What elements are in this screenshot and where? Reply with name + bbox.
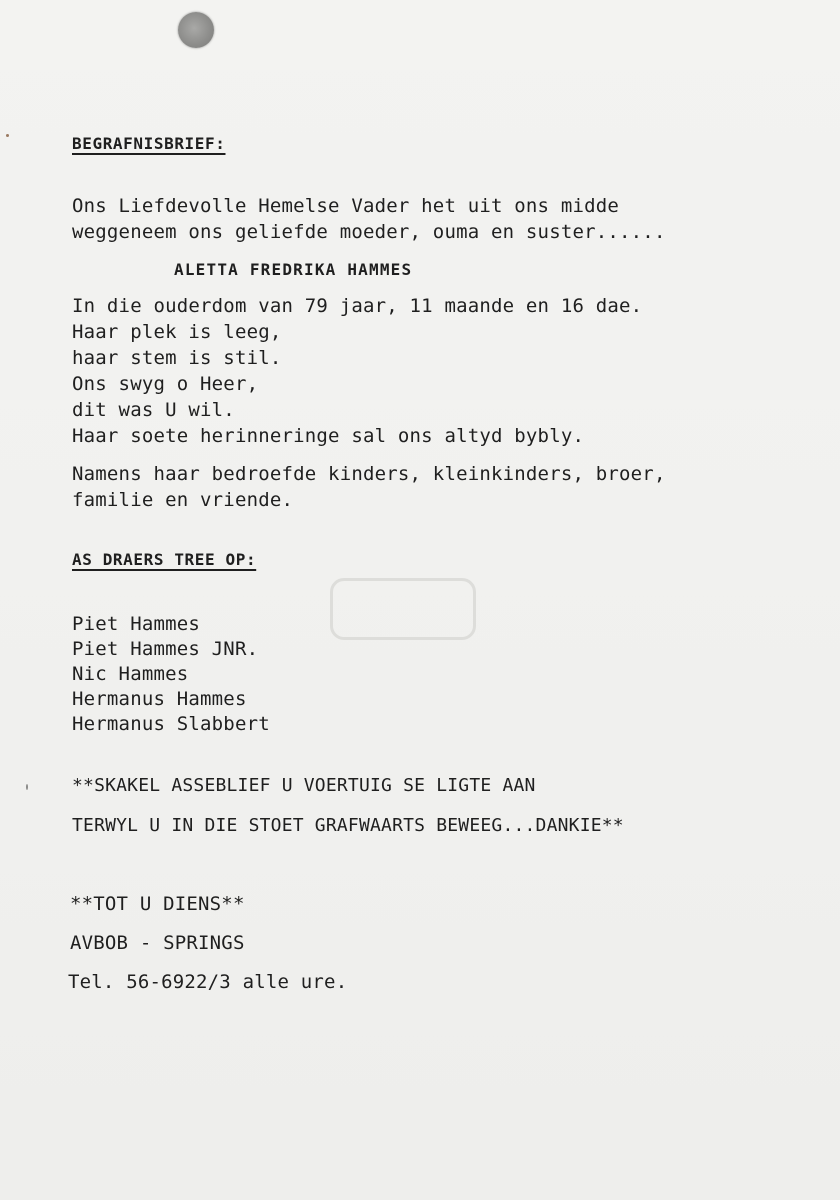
notice-line-2: TERWYL U IN DIE STOET GRAFWAARTS BEWEEG...DANKIE** bbox=[72, 815, 624, 836]
pallbearers-heading: AS DRAERS TREE OP: bbox=[72, 550, 257, 569]
notice-line-1: **SKAKEL ASSEBLIEF U VOERTUIG SE LIGTE AAN bbox=[72, 775, 536, 796]
poem-line-3: Ons swyg o Heer, bbox=[72, 373, 259, 395]
pallbearer-name: Hermanus Hammes bbox=[72, 688, 247, 710]
deceased-name: ALETTA FREDRIKA HAMMES bbox=[174, 260, 413, 279]
poem-line-2: haar stem is stil. bbox=[72, 347, 282, 369]
on-behalf-line-2: familie en vriende. bbox=[72, 489, 294, 511]
on-behalf-line-1: Namens haar bedroefde kinders, kleinkinders, broer, bbox=[72, 463, 666, 485]
paper-speck bbox=[26, 784, 28, 790]
pallbearer-name: Hermanus Slabbert bbox=[72, 713, 270, 735]
pallbearer-name: Piet Hammes bbox=[72, 613, 201, 635]
paper-speck bbox=[6, 134, 9, 137]
pallbearer-name: Nic Hammes bbox=[72, 663, 189, 685]
punch-hole bbox=[178, 12, 214, 48]
intro-line-2: weggeneem ons geliefde moeder, ouma en suster...... bbox=[72, 221, 666, 243]
contact-phone: Tel. 56-6922/3 alle ure. bbox=[68, 971, 348, 993]
show-through-stamp bbox=[330, 578, 476, 640]
pallbearer-name: Piet Hammes JNR. bbox=[72, 638, 259, 660]
intro-line-1: Ons Liefdevolle Hemelse Vader het uit ons midde bbox=[72, 195, 620, 217]
funeral-company: AVBOB - SPRINGS bbox=[70, 932, 245, 954]
poem-line-5: Haar soete herinneringe sal ons altyd bybly. bbox=[72, 425, 585, 447]
poem-line-4: dit was U wil. bbox=[72, 399, 235, 421]
letter-heading: BEGRAFNISBRIEF: bbox=[72, 134, 226, 153]
service-label: **TOT U DIENS** bbox=[70, 893, 245, 915]
poem-line-1: Haar plek is leeg, bbox=[72, 321, 282, 343]
age-line: In die ouderdom van 79 jaar, 11 maande en 16 dae. bbox=[72, 295, 643, 317]
